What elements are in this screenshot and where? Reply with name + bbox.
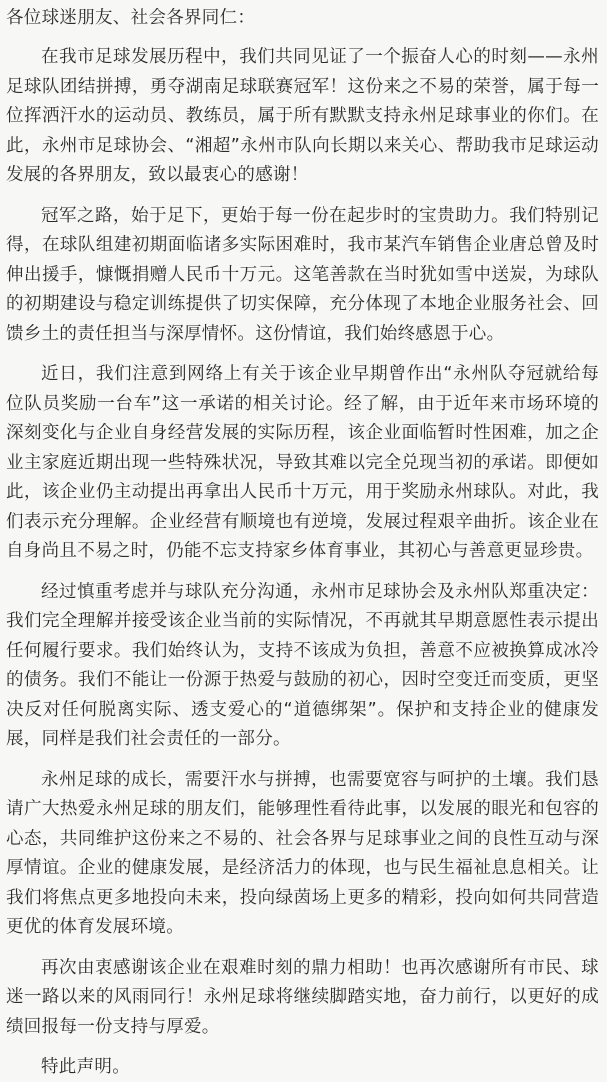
letter-greeting: 各位球迷朋友、社会各界同仁：	[6, 8, 256, 28]
paragraph-championship: 在我市足球发展历程中，我们共同见证了一个振奋人心的时刻——永州足球队团结拼搏，勇夺湖南足球联赛冠军！这份来之不易的荣誉，属于每一位挥洒汗水的运动员、教练员，属于所有默默支持永州足球事业的你们。在此，永州市足球协会、“湘超”永州市队向长期以来关心、帮助我市足球运动发展的各界朋友，致以最衷心的感谢！	[6, 47, 599, 185]
paragraph-decision: 经过慎重考虑并与球队充分沟通，永州市足球协会及永州队郑重决定：我们完全理解并接受该企业当前的实际情况，不再就其早期意愿性表示提出任何履行要求。我们始终认为，支持不该成为负担，善意不应被换算成冰冷的债务。我们不能让一份源于热爱与鼓励的初心，因时空变迁而变质，更坚决反对任何脱离实际、透支爱心的“道德绑架”。保护和支持企业的健康发展，同样是我们社会责任的一部分。	[6, 581, 599, 749]
paragraph-donation: 冠军之路，始于足下，更始于每一份在起步时的宝贵助力。我们特别记得，在球队组建初期面临诸多实际困难时，我市某汽车销售企业唐总曾及时伸出援手，慷慨捐赠人民币十万元。这笔善款在当时犹如雪中送炭，为球队的初期建设与稳定训练提供了切实保障，充分体现了本地企业服务社会、回馈乡土的责任担当与深厚情怀。这份情谊，我们始终感恩于心。	[6, 205, 599, 344]
paragraph-promise-discussion: 近日，我们注意到网络上有关于该企业早期曾作出“永州队夺冠就给每位队员奖励一台车”这一承诺的相关讨论。经了解，由于近年来市场环境的深刻变化与企业自身经营发展的实际历程，该企业面临暂时性困难，加之企业主家庭近期出现一些特殊状况，导致其难以完全兑现当初的承诺。即便如此，该企业仍主动提出再拿出人民币十万元，用于奖励永州球队。对此，我们表示充分理解。企业经营有顺境也有逆境，发展过程艰辛曲折。该企业在自身尚且不易之时，仍能不忘支持家乡体育事业，其初心与善意更显珍贵。	[6, 364, 599, 561]
paragraph-appeal: 永州足球的成长，需要汗水与拼搏，也需要宽容与呵护的土壤。我们恳请广大热爱永州足球的朋友们，能够理性看待此事，以发展的眼光和包容的心态，共同维护这份来之不易的、社会各界与足球事业之间的良性互动与深厚情谊。企业的健康发展，是经济活力的体现，也与民生福祉息息相关。让我们将焦点更多地投向未来，投向绿茵场上更多的精彩，投向如何共同营造更优的体育发展环境。	[6, 769, 599, 937]
paragraph-thanks: 再次由衷感谢该企业在艰难时刻的鼎力相助！也再次感谢所有市民、球迷一路以来的风雨同行！永州足球将继续脚踏实地，奋力前行，以更好的成绩回报每一份支持与厚爱。	[6, 957, 599, 1037]
letter-closing: 特此声明。	[41, 1057, 130, 1077]
